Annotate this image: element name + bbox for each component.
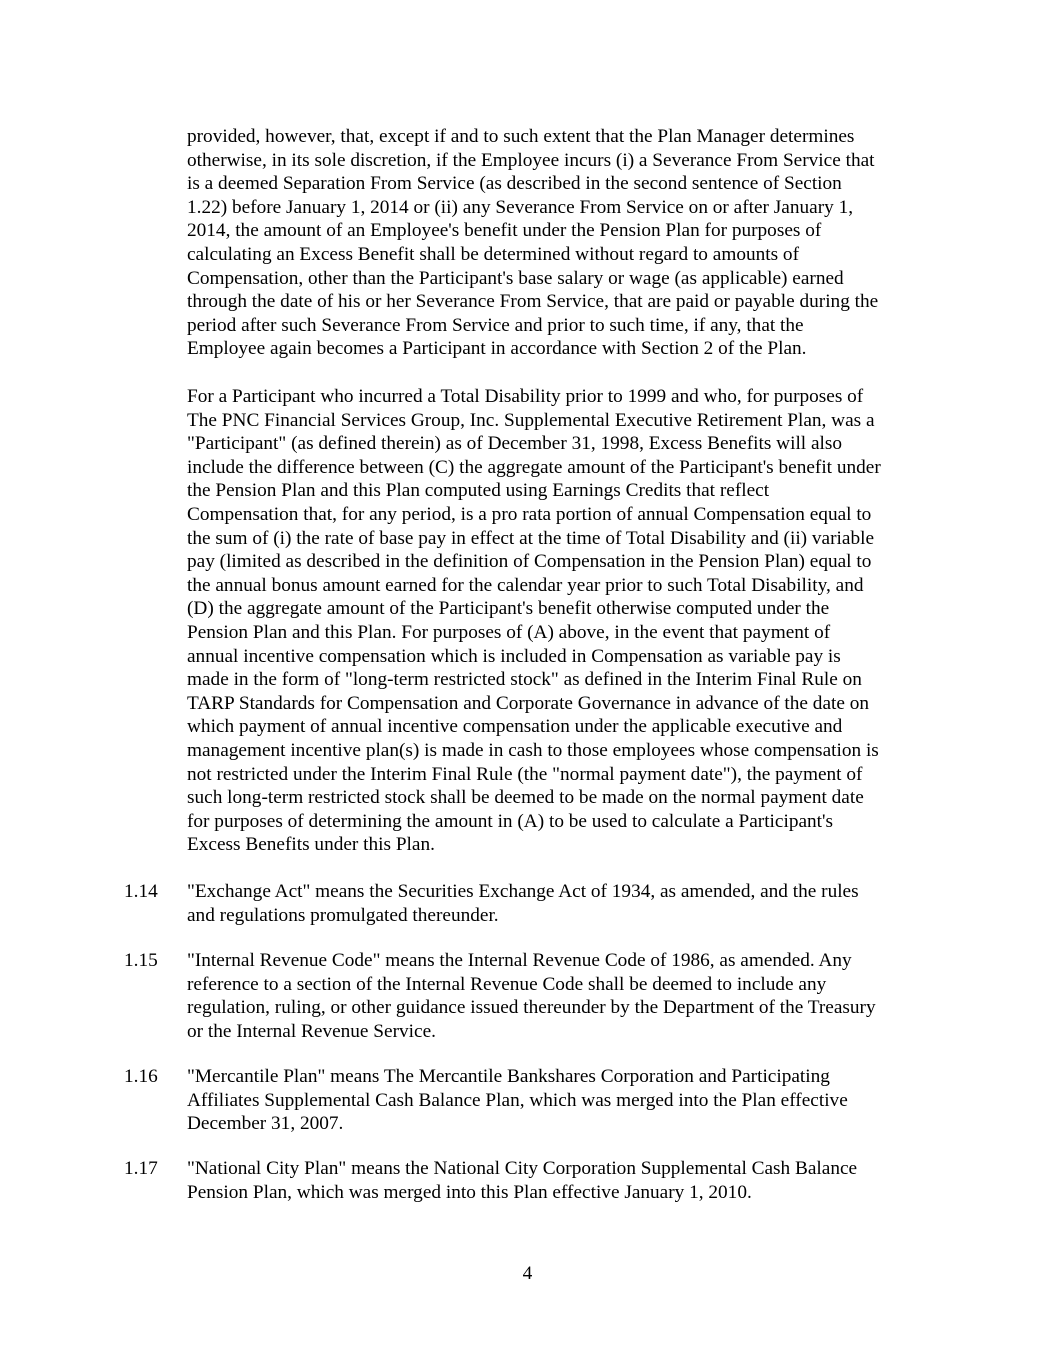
text-line: through the date of his or her Severance From Service, that are paid or payable during the [187,291,879,313]
text-line: "Participant" (as defined therein) as of December 31, 1998, Excess Benefits will also [187,433,843,455]
page-number: 4 [522,1263,533,1284]
section-number: 1.14 [124,881,158,902]
text-line: made in the form of "long-term restricted stock" as defined in the Interim Final Rule on [187,669,862,691]
text-line: Excess Benefits under this Plan. [187,834,435,856]
text-line: December 31, 2007. [187,1113,344,1135]
text-line: annual incentive compensation which is included in Compensation as variable pay is [187,645,841,667]
text-line: otherwise, in its sole discretion, if the Employee incurs (i) a Severance From Service that [187,149,875,171]
text-line: "National City Plan" means the National City Corporation Supplemental Cash Balance [187,1158,858,1179]
text-line: not restricted under the Interim Final Rule (the "normal payment date"), the payment of [187,763,863,785]
text-line: "Internal Revenue Code" means the Internal Revenue Code of 1986, as amended. Any [187,950,852,971]
text-line: or the Internal Revenue Service. [187,1020,436,1042]
text-line: The PNC Financial Services Group, Inc. Supplemental Executive Retirement Plan, was a [187,409,875,431]
text-line: management incentive plan(s) is made in cash to those employees whose compensation is [187,739,879,761]
text-line: and regulations promulgated thereunder. [187,904,499,926]
text-line: (D) the aggregate amount of the Participant's benefit otherwise computed under the [187,598,830,620]
section-body [187,1065,939,1136]
text-line: period after such Severance From Service and prior to such time, if any, that the [187,314,804,336]
text-line: provided, however, that, except if and to such extent that the Plan Manager determines [187,126,855,147]
paragraph-total-disability [187,385,939,857]
text-line: Compensation, other than the Participant's base salary or wage (as applicable) earned [187,267,844,289]
text-line: include the difference between (C) the aggregate amount of the Participant's benefit under [187,456,881,478]
text-line: the sum of (i) the rate of base pay in effect at the time of Total Disability and (ii) variable [187,527,875,549]
text-line: Pension Plan and this Plan. For purposes of (A) above, in the event that payment of [187,621,831,643]
text-line: the Pension Plan and this Plan computed using Earnings Credits that reflect [187,480,770,502]
text-line: regulation, ruling, or other guidance issued thereunder by the Department of the Treasury [187,997,876,1019]
text-line: TARP Standards for Compensation and Corporate Governance in advance of the date on [187,692,870,714]
section-body [187,880,939,927]
text-line: the annual bonus amount earned for the calendar year prior to such Total Disability, and [187,574,864,596]
text-line: pay (limited as described in the definition of Compensation in the Pension Plan) equal to [187,551,872,573]
text-line: such long-term restricted stock shall be deemed to be made on the normal payment date [187,787,864,809]
text-line: 1.22) before January 1, 2014 or (ii) any Severance From Service on or after January 1, [187,196,854,218]
text-line: is a deemed Separation From Service (as described in the second sentence of Section [187,173,842,195]
text-line: 2014, the amount of an Employee's benefit under the Pension Plan for purposes of [187,220,822,242]
text-line: Pension Plan, which was merged into this Plan effective January 1, 2010. [187,1181,752,1203]
section-body [187,1157,939,1204]
section-number: 1.15 [124,950,158,971]
text-line: "Mercantile Plan" means The Mercantile Bankshares Corporation and Participating [187,1066,830,1087]
text-line: Compensation that, for any period, is a pro rata portion of annual Compensation equal to [187,503,872,525]
section-number: 1.16 [124,1066,158,1087]
text-line: For a Participant who incurred a Total Disability prior to 1999 and who, for purposes of [187,386,864,407]
text-line: "Exchange Act" means the Securities Exchange Act of 1934, as amended, and the rules [187,881,859,902]
text-line: which payment of annual incentive compensation under the applicable executive and [187,716,843,738]
section-body [187,949,939,1043]
text-line: Employee again becomes a Participant in accordance with Section 2 of the Plan. [187,338,807,360]
paragraph-excess-benefit-proviso [187,125,939,361]
text-line: calculating an Excess Benefit shall be determined without regard to amounts of [187,243,799,265]
section-number: 1.17 [124,1158,158,1179]
text-line: reference to a section of the Internal Revenue Code shall be deemed to include any [187,973,827,995]
text-line: for purposes of determining the amount in (A) to be used to calculate a Participant's [187,810,833,832]
text-line: Affiliates Supplemental Cash Balance Plan, which was merged into the Plan effective [187,1089,848,1111]
